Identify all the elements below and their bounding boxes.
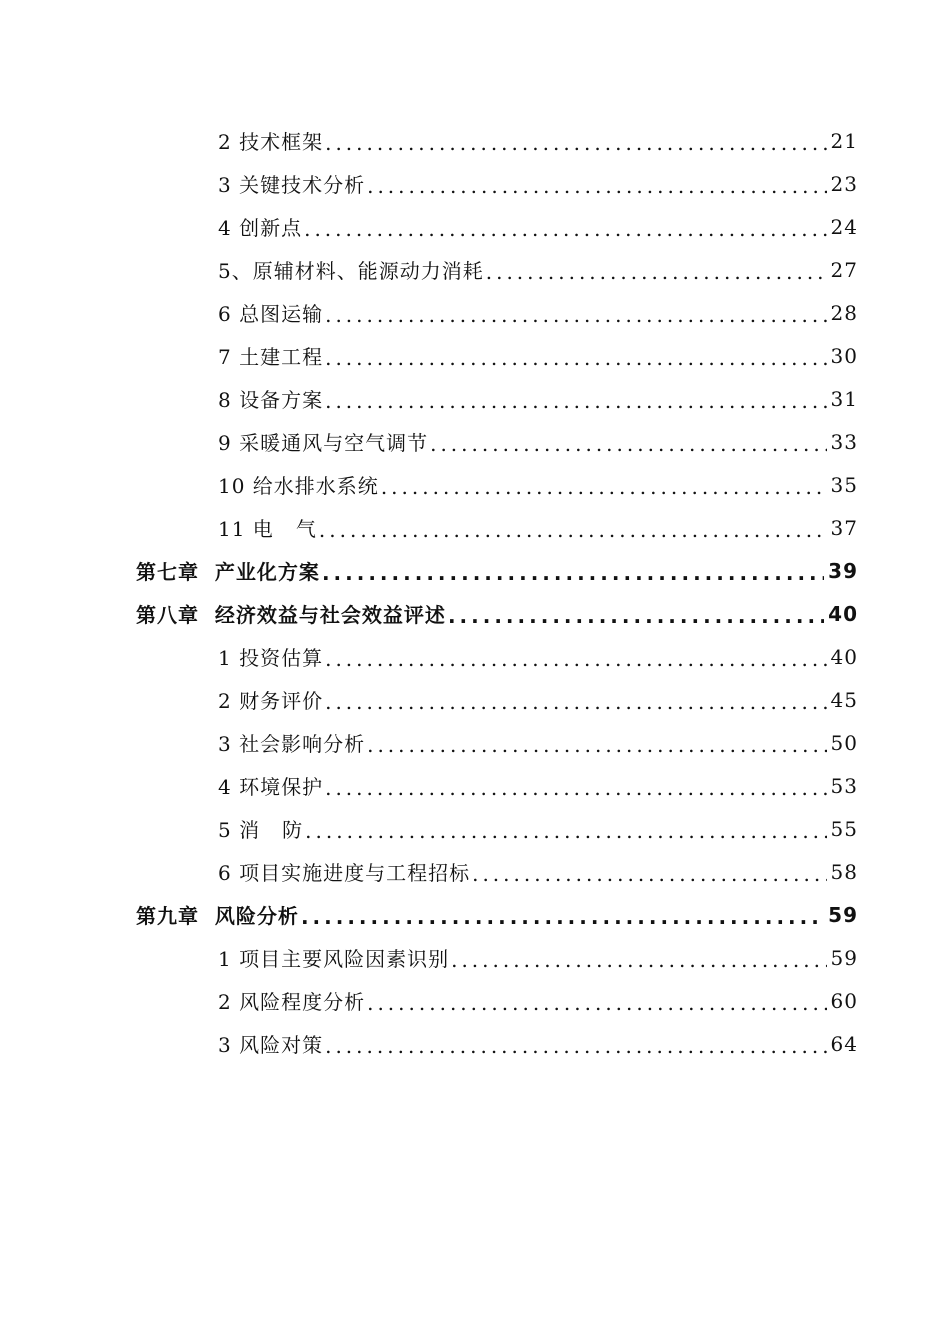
toc-chapter-entry[interactable] [0,592,858,635]
toc-entry-title: 4 创新点 [218,216,303,240]
toc-page-number: 55 [830,816,858,841]
toc-page-number: 45 [830,687,858,712]
toc-page-number: 60 [830,988,858,1013]
toc-page-number: 30 [830,343,858,368]
toc-dot-leader [430,434,826,454]
toc-entry-title: 6 项目实施进度与工程招标 [218,861,471,885]
toc-dot-leader [325,305,826,325]
toc-dot-leader [472,864,826,884]
toc-page-number: 33 [830,429,858,454]
toc-entry[interactable] [0,377,858,420]
toc-page-number: 59 [828,902,858,927]
toc-chapter-entry[interactable] [0,549,858,592]
toc-entry[interactable] [0,678,858,721]
toc-page-number: 40 [828,601,858,626]
toc-dot-leader [301,907,824,927]
toc-entry-title: 3 社会影响分析 [218,732,366,756]
toc-entry[interactable] [0,119,858,162]
toc-dot-leader [325,778,826,798]
toc-entry[interactable] [0,420,858,463]
toc-dot-leader [325,348,826,368]
toc-page-number: 37 [830,515,858,540]
toc-chapter-title: 第九章 风险分析 [136,904,299,928]
toc-dot-leader [381,477,827,497]
toc-dot-leader [325,133,826,153]
toc-dot-leader [322,563,824,583]
toc-entry[interactable] [0,248,858,291]
toc-entry-title: 4 环境保护 [218,775,324,799]
toc-page-number: 35 [830,472,858,497]
table-of-contents [0,119,950,1065]
toc-page-number: 50 [830,730,858,755]
toc-entry-title: 11 电 气 [218,517,317,541]
toc-dot-leader [486,262,827,282]
toc-entry[interactable] [0,205,858,248]
toc-chapter-title: 第八章 经济效益与社会效益评述 [136,603,446,627]
toc-dot-leader [325,1036,826,1056]
toc-page-number: 64 [830,1031,858,1056]
toc-chapter-title: 第七章 产业化方案 [136,560,320,584]
toc-dot-leader [325,391,826,411]
toc-entry-title: 10 给水排水系统 [218,474,379,498]
toc-entry-title: 8 设备方案 [218,388,324,412]
toc-entry-title: 6 总图运输 [218,302,324,326]
toc-entry[interactable] [0,936,858,979]
toc-chapter-entry[interactable] [0,893,858,936]
toc-dot-leader [367,993,826,1013]
toc-page-number: 23 [830,171,858,196]
toc-entry[interactable] [0,721,858,764]
toc-entry-title: 3 风险对策 [218,1033,324,1057]
toc-entry-title: 1 项目主要风险因素识别 [218,947,450,971]
toc-page-number: 27 [830,257,858,282]
toc-entry-title: 1 投资估算 [218,646,324,670]
toc-dot-leader [325,692,826,712]
toc-entry[interactable] [0,162,858,205]
toc-page-number: 40 [830,644,858,669]
toc-entry[interactable] [0,334,858,377]
toc-entry-title: 5 消 防 [218,818,304,842]
toc-page-number: 24 [830,214,858,239]
toc-entry[interactable] [0,979,858,1022]
toc-entry-title: 9 采暖通风与空气调节 [218,431,429,455]
toc-dot-leader [367,176,826,196]
toc-dot-leader [448,606,824,626]
toc-entry[interactable] [0,807,858,850]
toc-page-number: 21 [830,128,858,153]
toc-page-number: 28 [830,300,858,325]
toc-entry[interactable] [0,1022,858,1065]
toc-page-number: 31 [830,386,858,411]
toc-page-number: 58 [830,859,858,884]
toc-dot-leader [319,520,827,540]
toc-entry-title: 3 关键技术分析 [218,173,366,197]
toc-entry-title: 2 风险程度分析 [218,990,366,1014]
toc-entry-title: 2 财务评价 [218,689,324,713]
toc-entry[interactable] [0,635,858,678]
toc-entry[interactable] [0,850,858,893]
toc-entry[interactable] [0,764,858,807]
toc-page-number: 59 [830,945,858,970]
toc-dot-leader [325,649,826,669]
toc-page-number: 39 [828,558,858,583]
toc-entry-title: 7 土建工程 [218,345,324,369]
toc-entry-title: 2 技术框架 [218,130,324,154]
toc-entry[interactable] [0,291,858,334]
toc-page-number: 53 [830,773,858,798]
toc-dot-leader [304,219,826,239]
toc-dot-leader [367,735,826,755]
toc-entry-title: 5、原辅材料、能源动力消耗 [218,259,484,283]
toc-entry[interactable] [0,506,858,549]
toc-dot-leader [305,821,826,841]
toc-dot-leader [451,950,826,970]
toc-entry[interactable] [0,463,858,506]
